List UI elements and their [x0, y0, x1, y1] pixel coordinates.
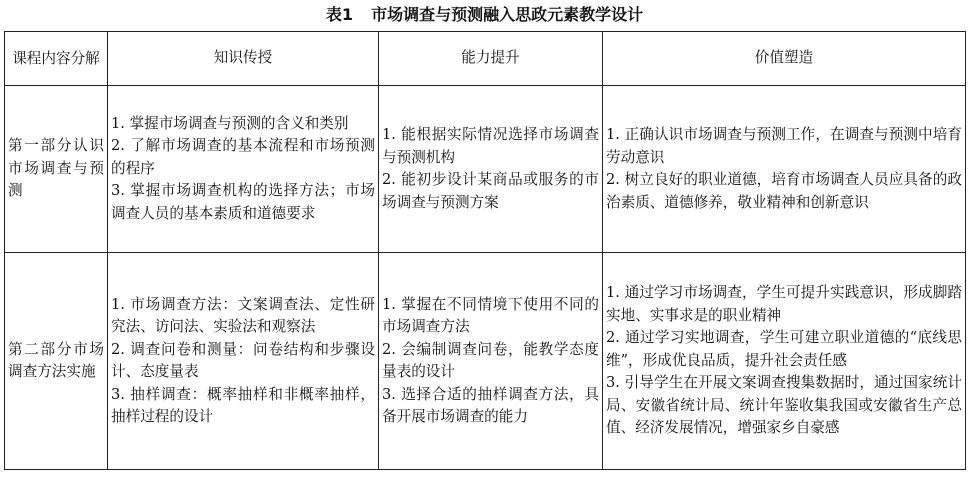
value-item: 1. 正确认识市场调查与预测工作，在调查与预测中培育劳动意识 — [606, 126, 962, 166]
value-item: 1. 通过学习市场调查，学生可提升实践意识，形成脚踏实地、实事求是的职业精神 — [606, 284, 962, 324]
table-row — [5, 253, 966, 470]
knowledge-item: 1. 市场调查方法：文案调查法、定性研究法、访问法、实验法和观察法 — [111, 295, 375, 335]
ability-item: 2. 能初步设计某商品或服务的市场调查与预测方案 — [382, 171, 599, 211]
value-item: 2. 通过学习实地调查，学生可建立职业道德的“底线思维”，形成优良品质，提升社会责任感 — [606, 329, 962, 369]
knowledge-item: 2. 调查问卷和测量：问卷结构和步骤设计、态度量表 — [111, 340, 375, 380]
header-course-content: 课程内容分解 — [5, 32, 108, 86]
table-row — [5, 86, 966, 253]
knowledge-cell — [108, 253, 379, 470]
knowledge-item: 3. 抽样调查：概率抽样和非概率抽样，抽样过程的设计 — [111, 385, 375, 425]
header-ability: 能力提升 — [379, 32, 603, 86]
header-value: 价值塑造 — [603, 32, 966, 86]
value-cell — [603, 86, 966, 253]
course-design-table — [4, 31, 966, 470]
ability-item: 1. 能根据实际情况选择市场调查与预测机构 — [382, 126, 599, 166]
ability-cell — [379, 86, 603, 253]
section-cell: 第一部分认识市场调查与预测 — [5, 86, 108, 253]
knowledge-item: 2. 了解市场调查的基本流程和市场预测的程序 — [111, 137, 375, 177]
knowledge-cell — [108, 86, 379, 253]
value-cell — [603, 253, 966, 470]
section-cell: 第二部分市场调查方法实施 — [5, 253, 108, 470]
header-row — [5, 32, 966, 86]
knowledge-item: 1. 掌握市场调查与预测的含义和类别 — [111, 114, 349, 132]
value-item: 2. 树立良好的职业道德，培育市场调查人员应具备的政治素质、道德修养，敬业精神和创新意识 — [606, 171, 962, 211]
ability-item: 2. 会编制调查问卷，能教学态度量表的设计 — [382, 340, 599, 380]
knowledge-item: 3. 掌握市场调查机构的选择方法；市场调查人员的基本素质和道德要求 — [111, 182, 375, 222]
table-title: 市场调查与预测融入思政元素教学设计 — [371, 5, 644, 24]
ability-item: 3. 选择合适的抽样调查方法，具备开展市场调查的能力 — [382, 385, 599, 425]
value-item: 3. 引导学生在开展文案调查搜集数据时，通过国家统计局、安徽省统计局、统计年鉴收集我国或安徽省生产总值、经济发展情况，增强家乡自豪感 — [606, 374, 962, 437]
ability-cell — [379, 253, 603, 470]
table-caption — [0, 2, 969, 28]
header-knowledge: 知识传授 — [108, 32, 379, 86]
ability-item: 1. 掌握在不同情境下使用不同的市场调查方法 — [382, 295, 599, 335]
table-number: 表1 — [325, 5, 354, 24]
